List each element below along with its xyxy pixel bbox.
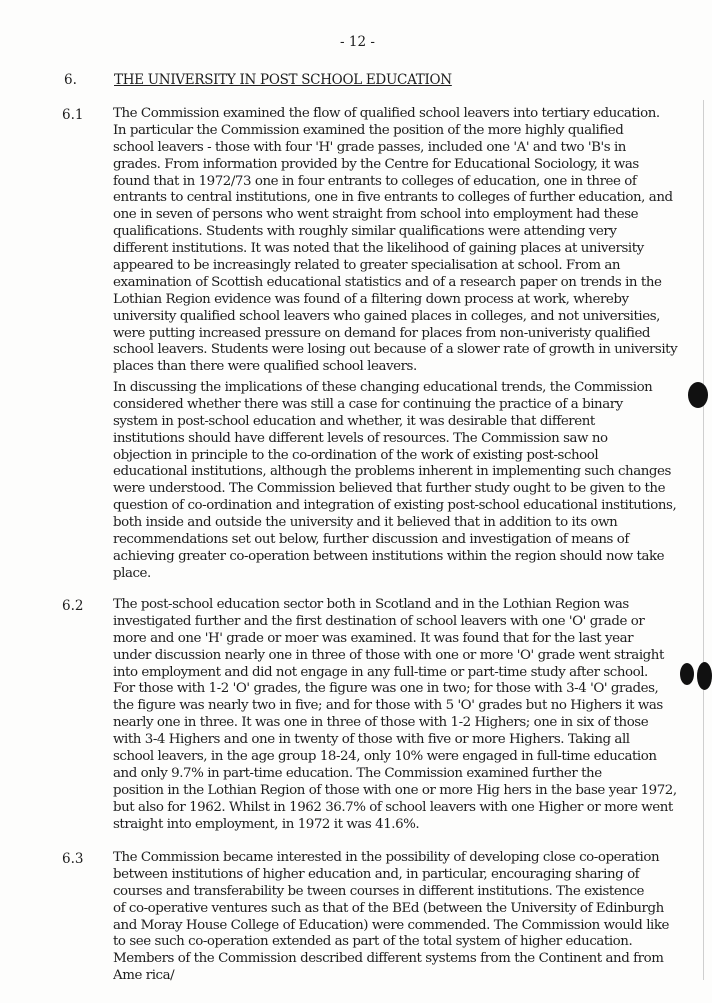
page-number: - 12 - (340, 34, 375, 50)
text-line: system in post-school education and whether, it was desirable that different (113, 413, 595, 429)
text-line: investigated further and the first destination of school leavers with one 'O' grade or (113, 613, 645, 629)
text-line: Members of the Commission described different systems from the Continent and from (113, 951, 664, 967)
text-line: and Moray House College of Education) were commended. The Commission would like (113, 917, 669, 933)
text-line: to see such co-operation extended as part of the total system of higher education. (113, 934, 633, 950)
text-line: nearly one in three. It was one in three of those with 1-2 Highers; one in six of those (113, 715, 649, 731)
text-line: under discussion nearly one in three of those with one or more 'O' grade went straight (113, 647, 664, 663)
text-line: more and one 'H' grade or moer was examined. It was found that for the last year (113, 630, 634, 646)
paragraph-6-2 (113, 597, 712, 833)
text-line: institutions should have different levels of resources. The Commission saw no (113, 430, 608, 446)
text-line: educational institutions, although the problems inherent in implementing such changes (113, 464, 671, 480)
text-line: of co-operative ventures such as that of the BEd (between the University of Edinburgh (113, 900, 664, 916)
text-line: In discussing the implications of these changing educational trends, the Commission (113, 380, 653, 395)
text-line: considered whether there was still a case for continuing the practice of a binary (113, 396, 623, 412)
text-line: grades. From information provided by the Centre for Educational Sociology, it was (113, 156, 639, 172)
text-line: school leavers - those with four 'H' grade passes, included one 'A' and two 'B's in (113, 139, 626, 155)
text-line: school leavers, in the age group 18-24, only 10% were engaged in full-time education (113, 749, 657, 765)
text-line: achieving greater co-operation between institutions within the region should now take (113, 548, 665, 564)
paragraph-number: 6.2 (62, 598, 84, 614)
text-line: were understood. The Commission believed that further study ought to be given to the (113, 481, 666, 497)
text-line: place. (113, 565, 151, 581)
text-line: straight into employment, in 1972 it was 41.6%. (113, 816, 420, 832)
text-line: Ame rica/ (113, 968, 175, 984)
text-line: appeared to be increasingly related to greater specialisation at school. From an (113, 258, 621, 274)
text-line: Lothian Region evidence was found of a filtering down process at work, whereby (113, 291, 629, 307)
page-edge-line (703, 100, 704, 980)
text-line: position in the Lothian Region of those with one or more Hig hers in the base year 1972, (113, 782, 677, 798)
section-title: THE UNIVERSITY IN POST SCHOOL EDUCATION (114, 72, 452, 88)
text-line: examination of Scottish educational statistics and of a research paper on trends in the (113, 274, 662, 290)
paragraph-6-3 (113, 850, 712, 985)
text-line: objection in principle to the co-ordination of the work of existing post-school (113, 447, 599, 463)
punch-hole-mark (697, 662, 712, 690)
text-line: courses and transferability be tween courses in different institutions. The existence (113, 883, 645, 899)
text-line: both inside and outside the university and it believed that in addition to its own (113, 515, 618, 531)
text-line: The Commission examined the flow of qualified school leavers into tertiary education. (113, 106, 660, 121)
text-line: recommendations set out below, further discussion and investigation of means of (113, 532, 629, 548)
paragraph-number: 6.1 (62, 107, 84, 123)
paragraph-6-1 (113, 106, 712, 376)
text-line: into employment and did not engage in any full-time or part-time study after school. (113, 664, 648, 680)
punch-hole-mark (680, 663, 694, 685)
text-line: but also for 1962. Whilst in 1962 36.7% of school leavers with one Higher or more went (113, 799, 673, 815)
text-line: In particular the Commission examined the position of the more highly qualified (113, 122, 624, 138)
text-line: The Commission became interested in the possibility of developing close co-operation (113, 850, 660, 865)
text-line: question of co-ordination and integration of existing post-school educational institutions, (113, 498, 677, 514)
text-line: places than there were qualified school leavers. (113, 359, 417, 375)
text-line: found that in 1972/73 one in four entrants to colleges of education, one in three of (113, 173, 637, 189)
punch-hole-mark (688, 382, 708, 408)
paragraph-continuation (113, 380, 712, 583)
text-line: The post-school education sector both in Scotland and in the Lothian Region was (113, 597, 629, 612)
text-line: were putting increased pressure on demand for places from non-univeristy qualified (113, 325, 651, 341)
text-line: entrants to central institutions, one in five entrants to colleges of further education, and (113, 190, 673, 206)
text-line: the figure was nearly two in five; and for those with 5 'O' grades but no Highers it was (113, 698, 663, 714)
text-line: one in seven of persons who went straight from school into employment had these (113, 207, 639, 223)
text-line: qualifications. Students with roughly similar qualifications were attending very (113, 224, 617, 240)
text-line: different institutions. It was noted that the likelihood of gaining places at university (113, 241, 644, 257)
text-line: university qualified school leavers who gained places in colleges, and not universities, (113, 308, 660, 324)
section-number: 6. (64, 72, 77, 88)
text-line: with 3-4 Highers and one in twenty of those with five or more Highers. Taking all (113, 732, 630, 748)
text-line: between institutions of higher education and, in particular, encouraging sharing of (113, 866, 640, 882)
text-line: school leavers. Students were losing out because of a slower rate of growth in university (113, 342, 678, 358)
text-line: and only 9.7% in part-time education. The Commission examined further the (113, 765, 602, 781)
text-line: For those with 1-2 'O' grades, the figure was one in two; for those with 3-4 'O' grades, (113, 681, 659, 697)
paragraph-number: 6.3 (62, 851, 84, 867)
